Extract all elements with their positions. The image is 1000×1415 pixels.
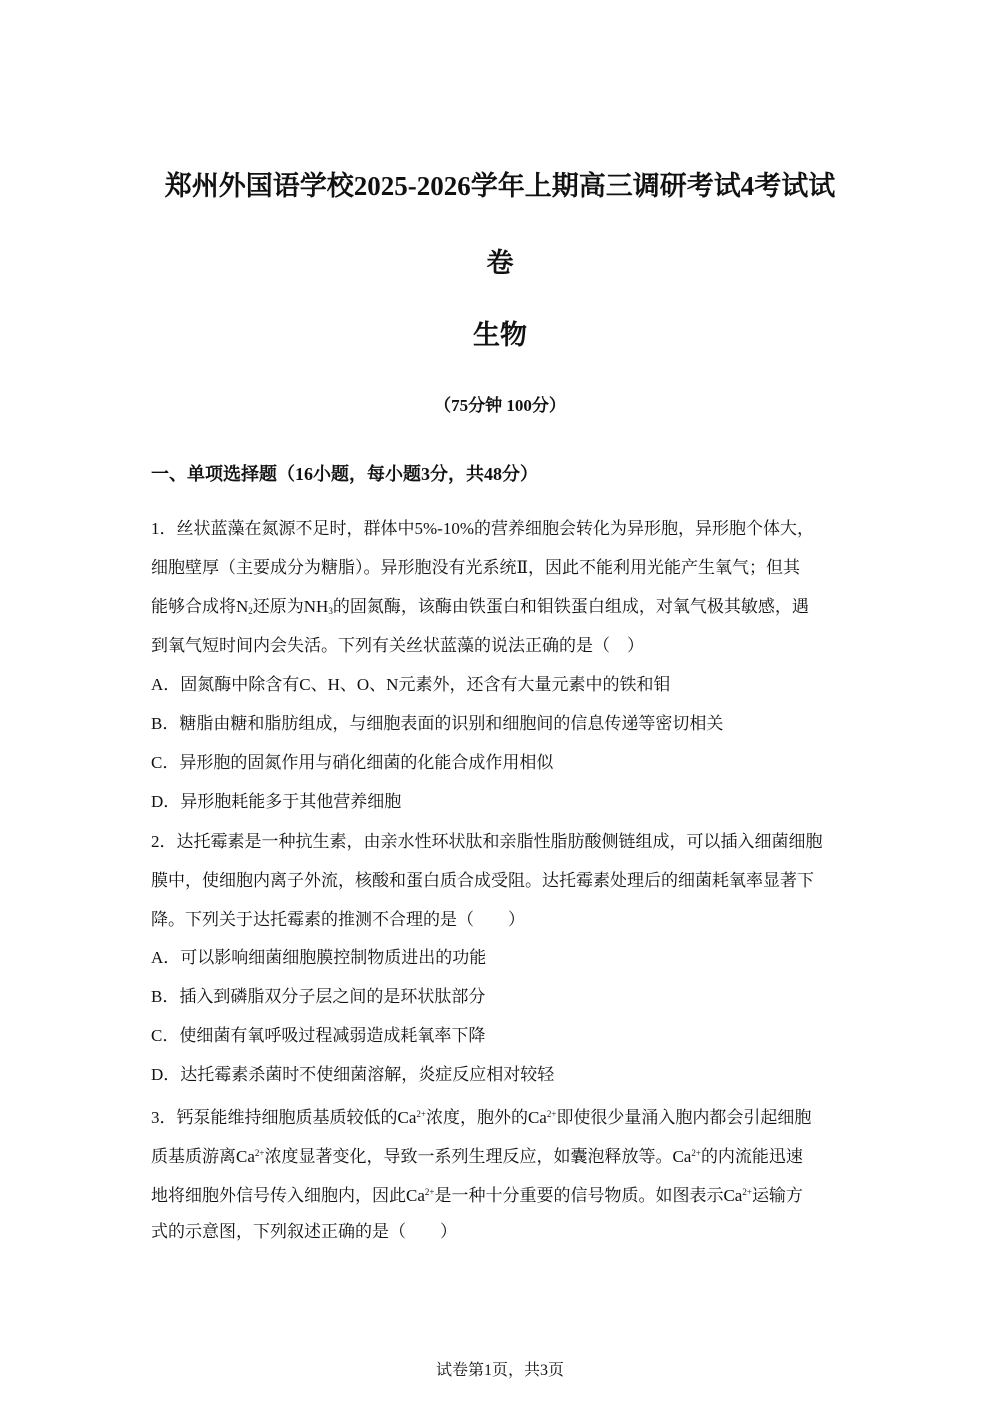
q3-line-3: 地将细胞外信号传入细胞内，因此$Ca^{2+}$是一种十分重要的信号物质。如图表示$Ca^{2+}$运输方	[151, 1186, 803, 1205]
section-heading: 一、单项选择题（16小题，每小题3分，共48分）	[151, 464, 538, 484]
q1-line-1: 1．丝状蓝藻在氮源不足时，群体中5%-10%的营养细胞会转化为异形胞，异形胞个体大，	[151, 519, 814, 538]
q2-option-b: B．插入到磷脂双分子层之间的是环状肽部分	[151, 987, 486, 1006]
q3-line-1: 3．钙泵能维持细胞质基质较低的$Ca^{2+}$浓度，胞外的$Ca^{2+}$即使很少量涌入胞内都会引起细胞	[151, 1108, 812, 1127]
q2-option-d: D．达托霉素杀菌时不使细菌溶解，炎症反应相对较轻	[151, 1065, 555, 1084]
page-footer: 试卷第1页，共3页	[435, 1362, 564, 1379]
q1-option-d: D．异形胞耗能多于其他营养细胞	[151, 792, 402, 811]
q2-line-2: 膜中，使细胞内离子外流，核酸和蛋白质合成受阻。达托霉素处理后的细菌耗氧率显著下	[151, 871, 814, 890]
q2-line-3: 降。下列关于达托霉素的推测不合理的是（ ）	[151, 910, 525, 929]
time-score-info: （75分钟 100分）	[434, 396, 566, 415]
exam-title-line2: 卷	[486, 248, 514, 278]
q1-line-2: 细胞壁厚（主要成分为糖脂）。异形胞没有光系统Ⅱ，因此不能利用光能产生氧气；但其	[151, 558, 801, 577]
q2-option-a: A．可以影响细菌细胞膜控制物质进出的功能	[151, 948, 487, 967]
question-1-stem	[151, 509, 851, 665]
question-2-stem	[151, 822, 851, 939]
question-3-stem	[151, 1095, 851, 1251]
q1-option-c: C．异形胞的固氮作用与硝化细菌的化能合成作用相似	[151, 753, 554, 772]
q1-option-b: B．糖脂由糖和脂肪组成，与细胞表面的识别和细胞间的信息传递等密切相关	[151, 714, 724, 733]
subject-title: 生物	[473, 320, 527, 350]
q1-option-a: A．固氮酶中除含有C、H、O、N元素外，还含有大量元素中的铁和钼	[151, 675, 671, 694]
exam-title-line1: 郑州外国语学校2025-2026学年上期高三调研考试4考试试	[164, 171, 836, 201]
q3-line-4: 式的示意图，下列叙述正确的是（ ）	[151, 1222, 457, 1241]
q1-line-3: 能够合成将$N_2$还原为$NH_3$的固氮酶，该酶由铁蛋白和钼铁蛋白组成，对氧气极其敏感，遇	[151, 597, 809, 616]
q3-line-2: 质基质游离$Ca^{2+}$浓度显著变化，导致一系列生理反应，如囊泡释放等。$Ca^{2+}$的内流能迅速	[151, 1147, 803, 1166]
q1-line-4: 到氧气短时间内会失活。下列有关丝状蓝藻的说法正确的是（ ）	[151, 636, 644, 655]
q2-option-c: C．使细菌有氧呼吸过程减弱造成耗氧率下降	[151, 1026, 486, 1045]
q2-line-1: 2．达托霉素是一种抗生素，由亲水性环状肽和亲脂性脂肪酸侧链组成，可以插入细菌细胞	[151, 832, 823, 851]
